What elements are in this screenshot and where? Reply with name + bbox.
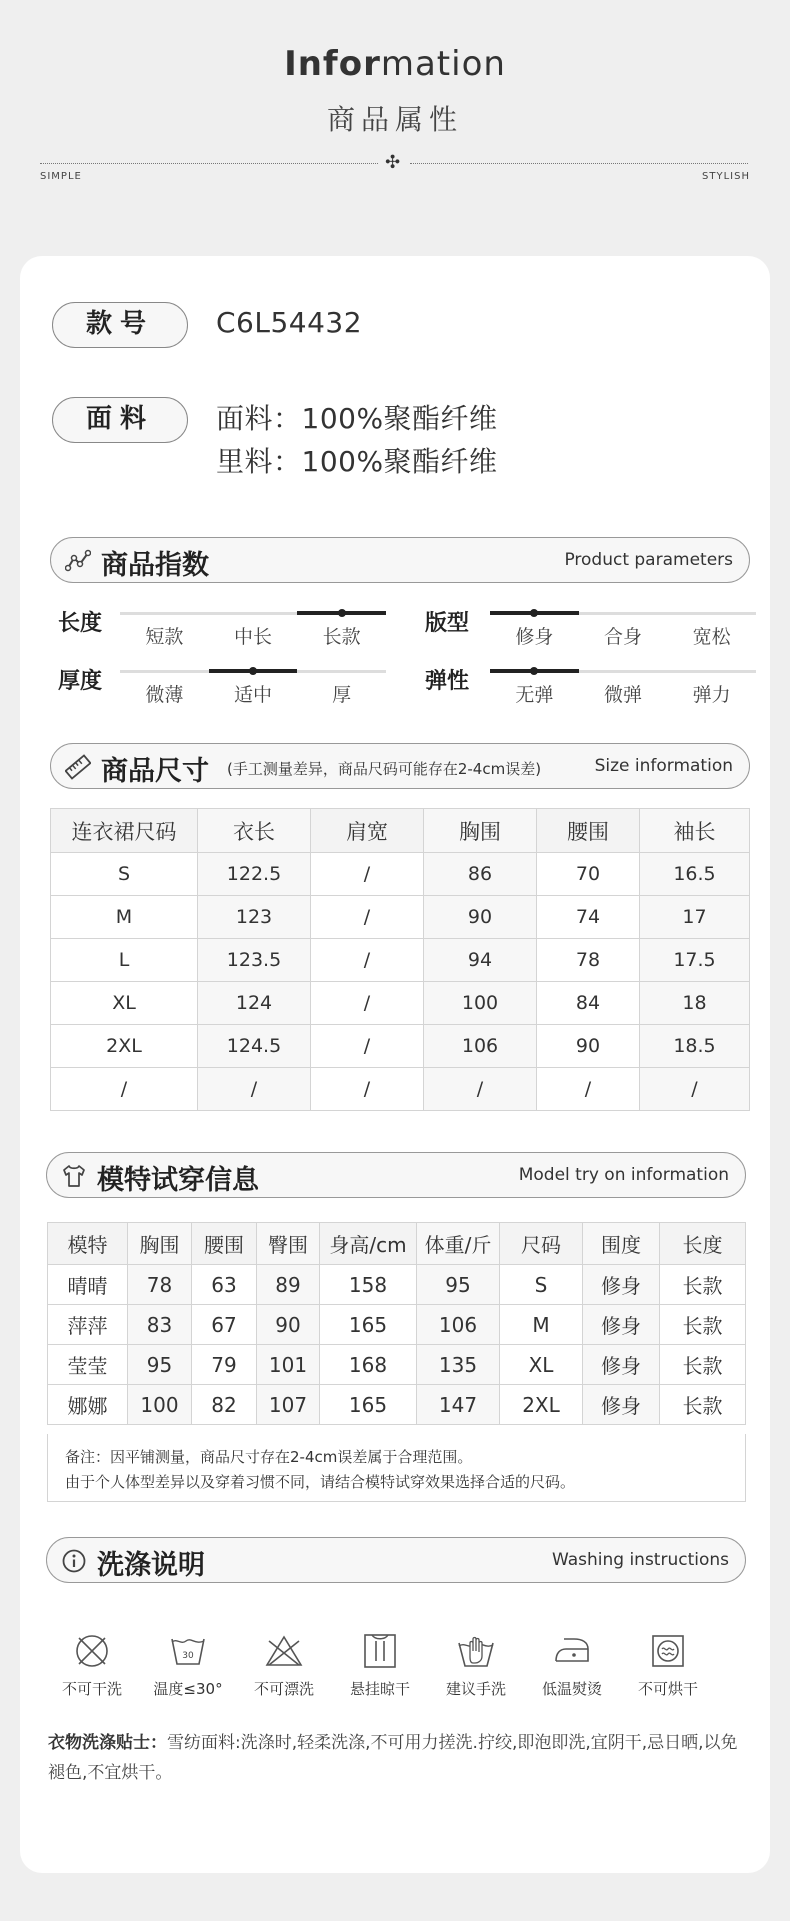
model-title: 模特试穿信息 [97, 1165, 259, 1196]
param-label-fit: 版型 [425, 611, 470, 636]
scale-option-selected [209, 670, 298, 706]
param-label-elasticity: 弹性 [425, 669, 470, 694]
style-number-label: 款号 [52, 302, 188, 348]
size-header-cell: 衣长 [198, 809, 311, 853]
scale-option-selected [490, 612, 579, 648]
page-title [0, 44, 790, 84]
table-cell: 娜娜 [48, 1385, 128, 1425]
scale-bar [209, 611, 298, 615]
wash-tips-label: 衣物洗涤贴士： [48, 1733, 167, 1753]
size-header-cell: 连衣裙尺码 [51, 809, 198, 853]
table-cell: M [51, 896, 198, 939]
scale-bar [667, 669, 756, 673]
size-header-cell: 袖长 [640, 809, 750, 853]
param-scale-thickness [120, 670, 386, 706]
table-cell: 158 [320, 1265, 417, 1305]
table-cell: S [500, 1265, 583, 1305]
table-cell: 83 [128, 1305, 192, 1345]
size-table [50, 808, 750, 1111]
size-title-en: Size information [594, 756, 733, 776]
table-cell: 78 [128, 1265, 192, 1305]
table-cell: 长款 [660, 1265, 746, 1305]
scale-marker [530, 667, 538, 675]
table-row [51, 982, 750, 1025]
table-cell: 135 [417, 1345, 500, 1385]
table-cell: XL [500, 1345, 583, 1385]
scale-option [579, 670, 668, 706]
scale-option-label: 弹力 [692, 684, 731, 706]
table-cell: / [640, 1068, 750, 1111]
table-cell: 18 [640, 982, 750, 1025]
table-cell: 74 [537, 896, 640, 939]
model-header-row [48, 1223, 746, 1265]
table-row [51, 939, 750, 982]
model-header-cell: 长度 [660, 1223, 746, 1265]
divider-right [410, 163, 748, 164]
scale-marker [249, 667, 257, 675]
scale-bar [120, 611, 209, 615]
title-rest: mation [380, 44, 506, 84]
table-cell: 84 [537, 982, 640, 1025]
wash-label: 不可烘干 [637, 1680, 698, 1698]
table-cell: 94 [424, 939, 537, 982]
size-title: 商品尺寸 [101, 756, 209, 787]
table-cell: 100 [128, 1385, 192, 1425]
size-header-row [51, 809, 750, 853]
model-header-cell: 臀围 [257, 1223, 320, 1265]
param-scale-length [120, 612, 386, 648]
fabric-line-1: 面料：100%聚酯纤维 [216, 402, 498, 435]
table-cell: 长款 [660, 1345, 746, 1385]
table-cell: 90 [537, 1025, 640, 1068]
hand-wash-icon [456, 1631, 496, 1671]
table-cell: / [311, 982, 424, 1025]
wash-temp-badge: 30 [182, 1651, 194, 1661]
hang-dry-icon [360, 1631, 400, 1671]
scale-option-label: 合身 [603, 626, 642, 648]
size-header-cell: 肩宽 [311, 809, 424, 853]
model-header-cell: 体重/斤 [417, 1223, 500, 1265]
scale-option [209, 612, 298, 648]
wash-label: 温度≤30° [153, 1680, 223, 1698]
style-number-value: C6L54432 [216, 306, 363, 339]
table-cell: 82 [192, 1385, 257, 1425]
wash-item [44, 1631, 140, 1699]
table-cell: 86 [424, 853, 537, 896]
scale-marker [338, 609, 346, 617]
wash-item [140, 1631, 236, 1699]
wash-item [524, 1631, 620, 1699]
wash-tips-text: 雪纺面料:洗涤时,轻柔洗涤,不可用力搓洗.拧绞,即泡即洗,宜阴干,忌日晒,以免褪色,不宜烘干。 [48, 1733, 738, 1783]
table-row [51, 896, 750, 939]
table-cell: 70 [537, 853, 640, 896]
params-title-en: Product parameters [564, 550, 733, 570]
table-cell: 106 [424, 1025, 537, 1068]
info-card [20, 256, 770, 1873]
table-cell: 修身 [583, 1345, 660, 1385]
scale-option [579, 612, 668, 648]
scale-bar [667, 611, 756, 615]
model-title-en: Model try on information [518, 1165, 729, 1185]
trend-line-icon [65, 548, 91, 574]
scale-bar [297, 669, 386, 673]
wash-section-header [46, 1537, 746, 1583]
table-cell: / [311, 853, 424, 896]
wash-item [428, 1631, 524, 1699]
model-header-cell: 模特 [48, 1223, 128, 1265]
table-cell: L [51, 939, 198, 982]
wash-item [620, 1631, 716, 1699]
title-bold: Infor [284, 44, 381, 84]
table-cell: 63 [192, 1265, 257, 1305]
low-iron-icon [552, 1631, 592, 1671]
page-subtitle: 商品属性 [326, 103, 463, 136]
table-cell: 106 [417, 1305, 500, 1345]
scale-bar [579, 611, 668, 615]
table-cell: 123.5 [198, 939, 311, 982]
table-cell: 90 [257, 1305, 320, 1345]
table-cell: 122.5 [198, 853, 311, 896]
table-cell: 123 [198, 896, 311, 939]
table-cell: 107 [257, 1385, 320, 1425]
model-header-cell: 尺码 [500, 1223, 583, 1265]
wash-label: 不可干洗 [61, 1680, 122, 1698]
table-cell: 95 [128, 1345, 192, 1385]
table-cell: 124 [198, 982, 311, 1025]
wash-tips [48, 1728, 748, 1788]
tag-stylish: STYLISH [702, 171, 750, 182]
table-cell: 修身 [583, 1385, 660, 1425]
table-cell: 2XL [500, 1385, 583, 1425]
scale-option-label: 适中 [233, 684, 272, 706]
table-cell: / [424, 1068, 537, 1111]
table-cell: 165 [320, 1385, 417, 1425]
model-table [47, 1222, 746, 1425]
table-cell: 莹莹 [48, 1345, 128, 1385]
wash-label: 不可漂洗 [253, 1680, 314, 1698]
params-section-header [50, 537, 750, 583]
table-cell: / [198, 1068, 311, 1111]
wash-title-en: Washing instructions [551, 1550, 729, 1570]
fabric-label: 面料 [52, 397, 188, 443]
scale-option [297, 670, 386, 706]
wash-label: 建议手洗 [445, 1680, 506, 1698]
table-cell: 2XL [51, 1025, 198, 1068]
wash-label: 悬挂晾干 [349, 1680, 410, 1698]
size-section-header [50, 743, 750, 789]
table-cell: 晴晴 [48, 1265, 128, 1305]
scale-option-label: 宽松 [692, 626, 731, 648]
param-scale-fit [490, 612, 756, 648]
table-row [48, 1385, 746, 1425]
scale-option-label: 长款 [322, 626, 361, 648]
table-cell: 修身 [583, 1265, 660, 1305]
table-row [51, 1025, 750, 1068]
ruler-icon [65, 754, 91, 780]
scale-option [667, 670, 756, 706]
tag-simple: SIMPLE [40, 171, 82, 182]
scale-option-label: 微弹 [603, 684, 642, 706]
table-cell: S [51, 853, 198, 896]
scale-option-label: 修身 [515, 626, 554, 648]
param-label-length: 长度 [58, 611, 103, 636]
params-title: 商品指数 [101, 550, 209, 581]
table-cell: 18.5 [640, 1025, 750, 1068]
table-row [48, 1345, 746, 1385]
no-dry-clean-icon [72, 1631, 112, 1671]
size-header-cell: 胸围 [424, 809, 537, 853]
model-header-cell: 腰围 [192, 1223, 257, 1265]
scale-option [667, 612, 756, 648]
model-remark [47, 1434, 746, 1502]
table-row [51, 1068, 750, 1111]
remark-line-1: 备注：因平铺测量，商品尺寸存在2-4cm误差属于合理范围。 [65, 1448, 473, 1466]
info-icon [61, 1548, 87, 1574]
wash-title: 洗涤说明 [97, 1550, 205, 1581]
scale-bar [120, 669, 209, 673]
table-cell: 124.5 [198, 1025, 311, 1068]
table-cell: 长款 [660, 1385, 746, 1425]
table-cell: / [51, 1068, 198, 1111]
table-cell: XL [51, 982, 198, 1025]
table-cell: 17.5 [640, 939, 750, 982]
model-header-cell: 身高/cm [320, 1223, 417, 1265]
table-cell: / [311, 1025, 424, 1068]
scale-bar [579, 669, 668, 673]
no-bleach-icon [264, 1631, 304, 1671]
cross-ornament-icon: ✣ [385, 152, 401, 173]
table-cell: 147 [417, 1385, 500, 1425]
scale-option-label: 厚 [332, 684, 352, 706]
divider-left [40, 163, 378, 164]
table-cell: 165 [320, 1305, 417, 1345]
table-cell: / [311, 939, 424, 982]
scale-option-label: 中长 [233, 626, 272, 648]
table-cell: / [311, 896, 424, 939]
table-cell: 100 [424, 982, 537, 1025]
wash-item [236, 1631, 332, 1699]
table-row [51, 853, 750, 896]
table-cell: 67 [192, 1305, 257, 1345]
table-cell: 16.5 [640, 853, 750, 896]
wash-label: 低温熨烫 [541, 1680, 602, 1698]
model-header-cell: 胸围 [128, 1223, 192, 1265]
tshirt-icon [61, 1163, 87, 1189]
param-label-thickness: 厚度 [58, 669, 103, 694]
size-header-cell: 腰围 [537, 809, 640, 853]
scale-option-label: 短款 [145, 626, 184, 648]
scale-option [120, 670, 209, 706]
scale-marker [530, 609, 538, 617]
table-row [48, 1265, 746, 1305]
model-section-header [46, 1152, 746, 1198]
scale-option-selected [490, 670, 579, 706]
scale-option-label: 微薄 [145, 684, 184, 706]
scale-option-selected [297, 612, 386, 648]
scale-option-label: 无弹 [515, 684, 554, 706]
table-cell: 90 [424, 896, 537, 939]
table-cell: 长款 [660, 1305, 746, 1345]
model-header-cell: 围度 [583, 1223, 660, 1265]
table-cell: 168 [320, 1345, 417, 1385]
table-cell: 修身 [583, 1305, 660, 1345]
table-cell: / [537, 1068, 640, 1111]
fabric-line-2: 里料：100%聚酯纤维 [216, 445, 498, 478]
param-scale-elasticity [490, 670, 756, 706]
remark-line-2: 由于个人体型差异以及穿着习惯不同，请结合模特试穿效果选择合适的尺码。 [65, 1473, 576, 1491]
table-cell: 17 [640, 896, 750, 939]
table-cell: M [500, 1305, 583, 1345]
no-tumble-dry-icon [648, 1631, 688, 1671]
table-cell: / [311, 1068, 424, 1111]
table-row [48, 1305, 746, 1345]
scale-option [120, 612, 209, 648]
table-cell: 萍萍 [48, 1305, 128, 1345]
table-cell: 79 [192, 1345, 257, 1385]
wash-30-icon [168, 1631, 208, 1671]
table-cell: 95 [417, 1265, 500, 1305]
size-note: (手工测量差异，商品尺码可能存在2-4cm误差) [227, 760, 542, 778]
table-cell: 78 [537, 939, 640, 982]
table-cell: 89 [257, 1265, 320, 1305]
wash-item [332, 1631, 428, 1699]
table-cell: 101 [257, 1345, 320, 1385]
